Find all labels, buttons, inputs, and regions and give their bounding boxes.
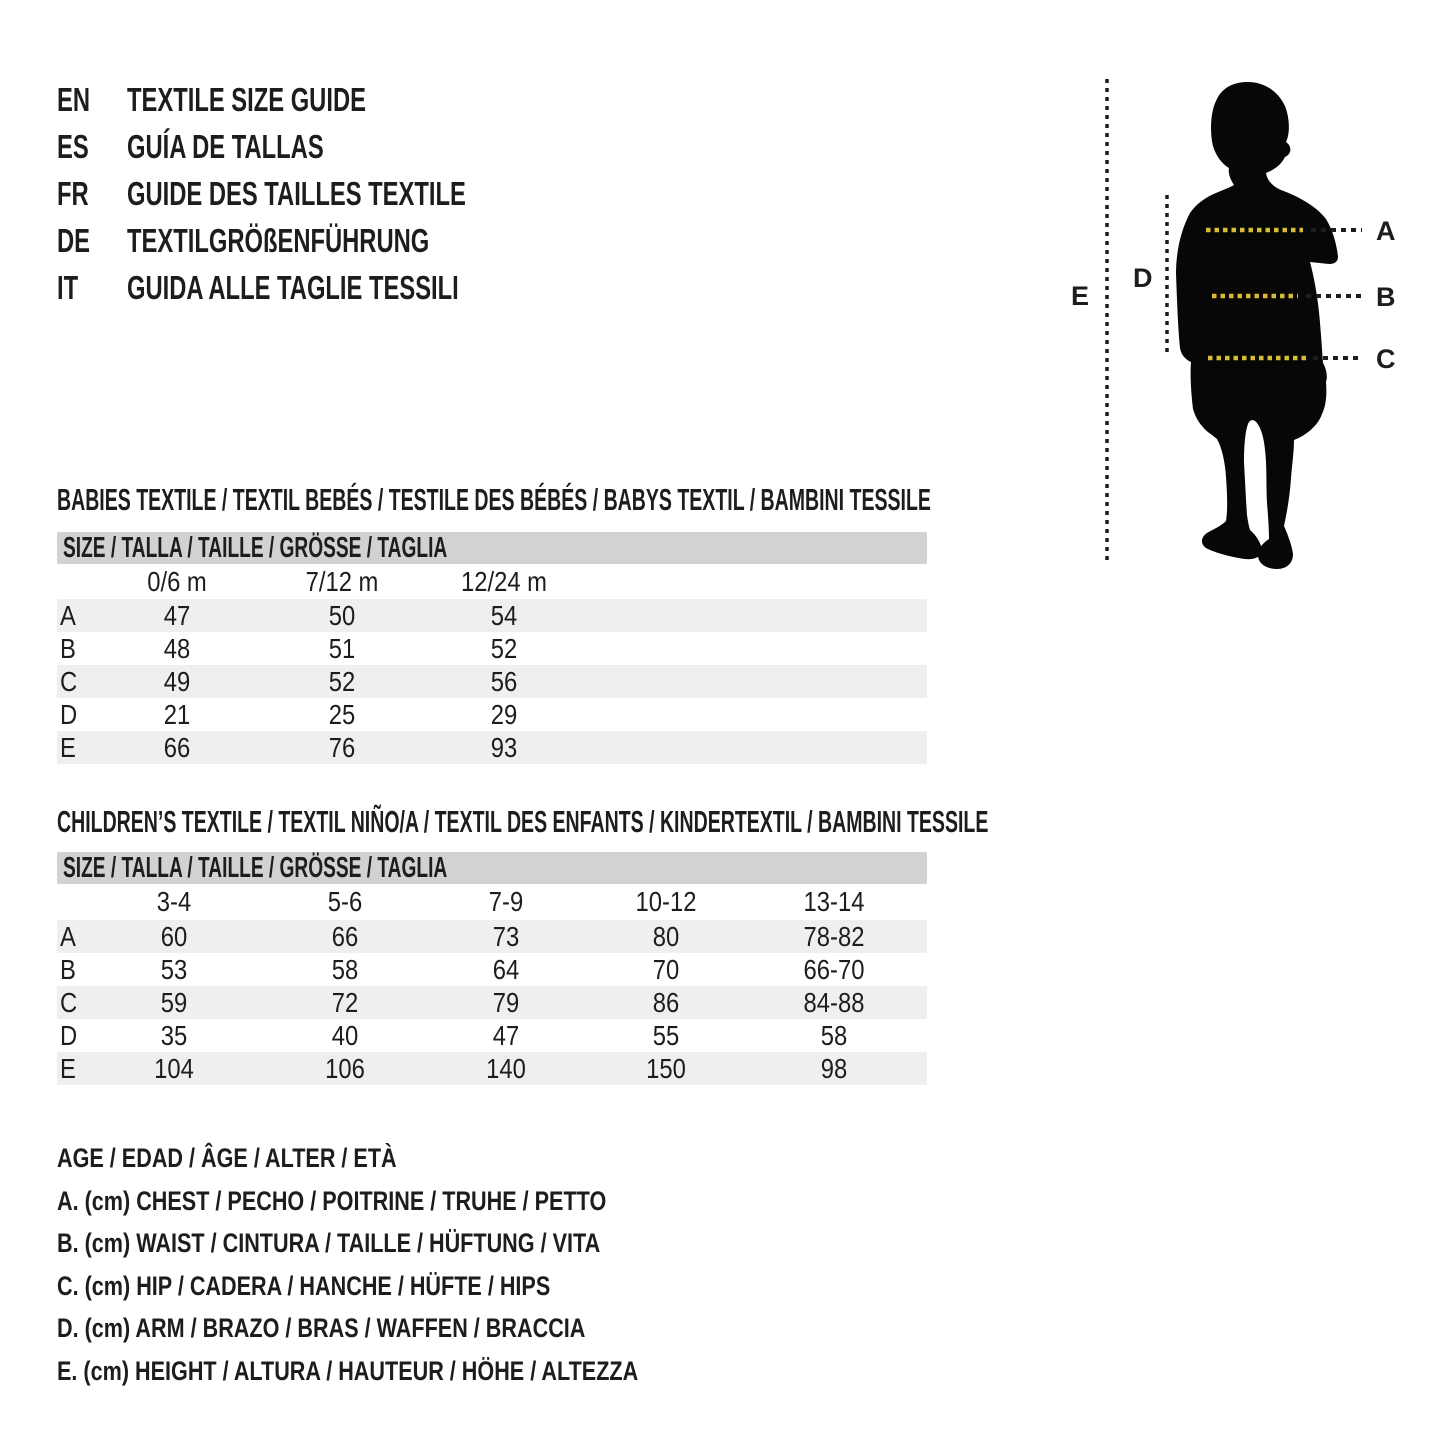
table-cell: 21 [163,699,191,730]
row-label: A [60,600,76,631]
legend-hip: C. (cm) HIP / CADERA / HANCHE / HÜFTE / HIPS [57,1270,551,1301]
table-row [57,632,927,665]
row-label: E [60,732,76,763]
measure-label-b: B [1376,282,1396,312]
table-cell: 66 [163,732,191,763]
table-row [57,986,927,1019]
table-cell: 29 [490,699,518,730]
table-cell: 73 [492,921,520,952]
table-cell: 79 [492,987,520,1018]
table-row [57,731,927,764]
table-cell: 60 [160,921,188,952]
row-label: C [60,666,78,697]
children-col-10-12: 10-12 [635,886,697,917]
table-cell: 84-88 [803,987,865,1018]
table-cell: 50 [328,600,356,631]
table-cell: 48 [163,633,191,664]
table-cell: 55 [652,1020,680,1051]
title-fr: GUIDE DES TAILLES TEXTILE [127,175,466,212]
babies-col-7-12m: 7/12 m [305,566,379,597]
table-cell: 59 [160,987,188,1018]
table-row [57,953,927,986]
table-row [57,665,927,698]
children-column-headers [57,884,927,920]
table-cell: 52 [490,633,518,664]
table-row [57,599,927,632]
title-it: GUIDA ALLE TAGLIE TESSILI [127,269,459,306]
row-label: E [60,1053,76,1084]
table-cell: 40 [331,1020,359,1051]
babies-column-headers [57,564,927,599]
children-col-5-6: 5-6 [327,886,363,917]
babies-size-table [57,532,927,764]
measure-label-e: E [1071,281,1090,311]
table-cell: 140 [486,1053,526,1084]
table-cell: 66-70 [803,954,865,985]
measurement-legend [57,1137,783,1392]
table-cell: 76 [328,732,356,763]
row-label: C [60,987,78,1018]
table-row [57,1052,927,1085]
measure-label-a: A [1376,216,1396,246]
legend-chest: A. (cm) CHEST / PECHO / POITRINE / TRUHE / PETTO [57,1185,607,1216]
table-cell: 86 [652,987,680,1018]
table-cell: 66 [331,921,359,952]
table-cell: 47 [492,1020,520,1051]
table-row [57,698,927,731]
measure-label-d: D [1133,263,1153,293]
babies-size-band: SIZE / TALLA / TAILLE / GRÖSSE / TAGLIA [57,532,927,564]
children-col-7-9: 7-9 [488,886,524,917]
table-cell: 64 [492,954,520,985]
table-cell: 54 [490,600,518,631]
table-cell: 70 [652,954,680,985]
title-en: TEXTILE SIZE GUIDE [127,81,366,118]
children-size-band: SIZE / TALLA / TAILLE / GRÖSSE / TAGLIA [57,852,927,884]
table-cell: 49 [163,666,191,697]
row-label: A [60,921,76,952]
table-cell: 51 [328,633,356,664]
table-cell: 53 [160,954,188,985]
row-label: D [60,1020,78,1051]
babies-col-0-6m: 0/6 m [147,566,207,597]
table-cell: 98 [820,1053,848,1084]
table-cell: 106 [325,1053,365,1084]
table-cell: 80 [652,921,680,952]
lang-code-en: EN [57,81,91,118]
children-col-3-4: 3-4 [156,886,192,917]
table-row [57,920,927,953]
table-row [57,1019,927,1052]
table-cell: 104 [154,1053,194,1084]
table-cell: 47 [163,600,191,631]
lang-code-de: DE [57,222,91,259]
legend-height: E. (cm) HEIGHT / ALTURA / HAUTEUR / HÖHE / ALTEZZA [57,1355,639,1386]
table-cell: 56 [490,666,518,697]
children-col-13-14: 13-14 [803,886,865,917]
lang-code-es: ES [57,128,89,165]
row-label: B [60,954,76,985]
table-cell: 78-82 [803,921,865,952]
legend-waist: B. (cm) WAIST / CINTURA / TAILLE / HÜFTUNG / VITA [57,1228,601,1258]
table-cell: 93 [490,732,518,763]
lang-code-it: IT [57,269,79,306]
children-section-title: CHILDREN’S TEXTILE / TEXTIL NIÑO/A / TEXTIL DES ENFANTS / KINDERTEXTIL / BAMBINI TESSILE [57,804,989,839]
legend-age: AGE / EDAD / ÂGE / ALTER / ETÀ [57,1143,397,1173]
table-cell: 25 [328,699,356,730]
table-cell: 58 [820,1020,848,1051]
table-cell: 35 [160,1020,188,1051]
lang-code-fr: FR [57,175,89,212]
legend-arm: D. (cm) ARM / BRAZO / BRAS / WAFFEN / BRACCIA [57,1313,586,1343]
title-de: TEXTILGRÖßENFÜHRUNG [127,222,430,259]
table-cell: 52 [328,666,356,697]
row-label: B [60,633,76,664]
table-cell: 150 [646,1053,686,1084]
table-cell: 58 [331,954,359,985]
table-cell: 72 [331,987,359,1018]
measure-label-c: C [1376,344,1396,374]
babies-section-title: BABIES TEXTILE / TEXTIL BEBÉS / TESTILE DES BÉBÉS / BABYS TEXTIL / BAMBINI TESSILE [57,482,931,517]
babies-col-12-24m: 12/24 m [461,566,547,597]
children-size-table [57,852,927,1085]
row-label: D [60,699,78,730]
title-es: GUÍA DE TALLAS [127,128,324,165]
